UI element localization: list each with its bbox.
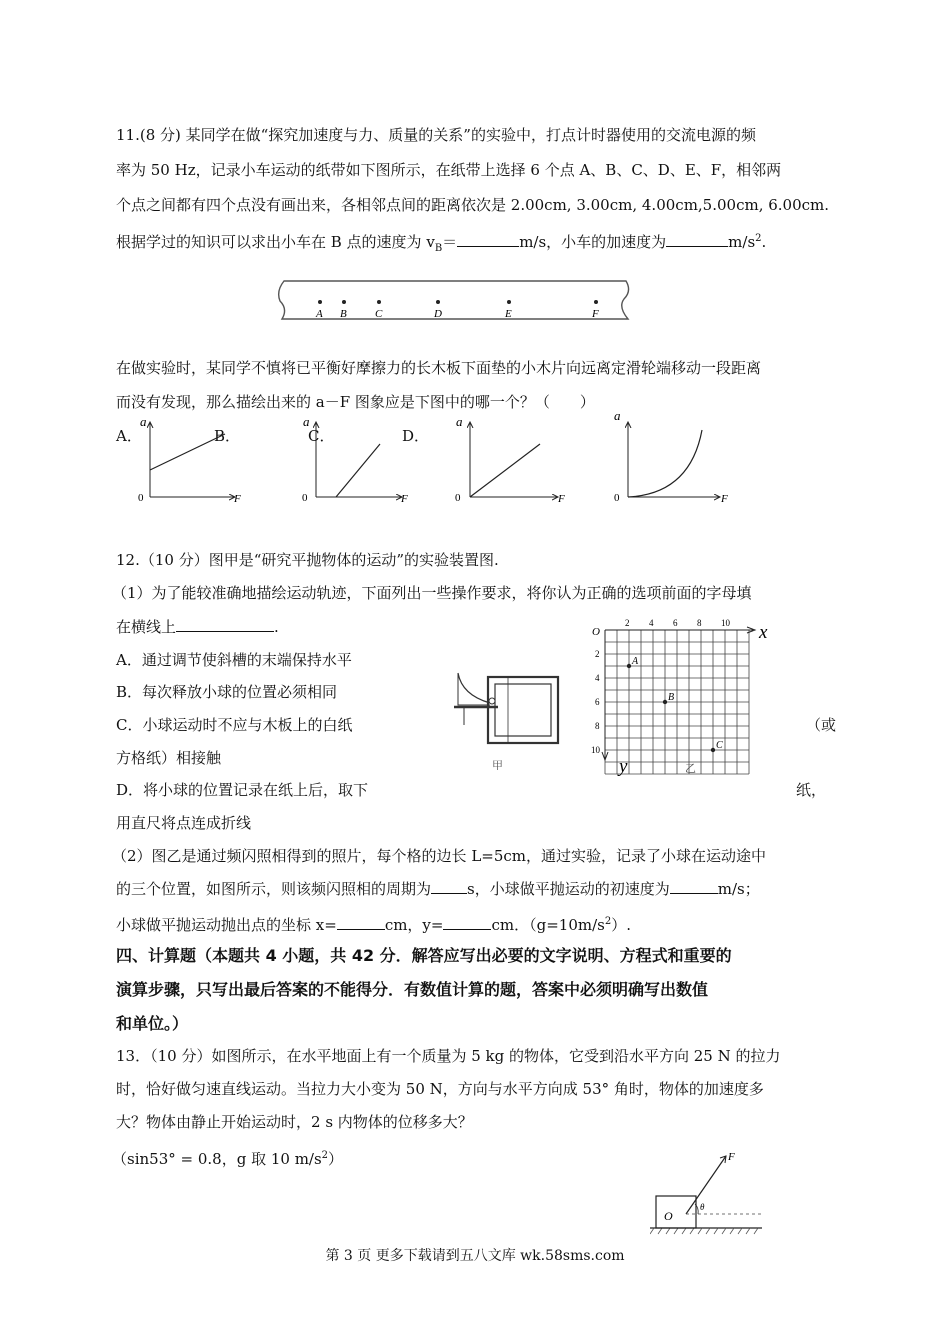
q12-p2c: [116, 912, 631, 935]
board-inner: [495, 684, 551, 736]
paper-tape-outline: [279, 281, 629, 319]
q12-opt-c-right: （或: [806, 716, 837, 734]
graph-c-x: F: [558, 493, 565, 505]
q11-line3: 个点之间都有四个点没有画出来，各相邻点间的距离依次是 2.00cm, 3.00cm, 4.00cm,5.00cm, 6.00cm.: [116, 196, 830, 214]
tape-label-F: F: [592, 308, 599, 320]
q11-sub-b: B: [434, 243, 443, 254]
label-yi: 乙: [685, 763, 696, 775]
ball: [489, 698, 495, 704]
q12-p2c-b: cm，y=: [384, 916, 444, 934]
q13-line4: [112, 1146, 343, 1169]
paper-tape-figure: [276, 275, 636, 327]
grid-y-tick: 6: [595, 697, 600, 707]
graph-b-line: [336, 444, 380, 497]
q11-line4-e: .: [761, 233, 767, 251]
graph-a-line: [150, 434, 225, 470]
q12-p2c-c: cm．（g=10m/s: [491, 916, 605, 934]
q12-p2b-a: 的三个位置，如图所示，则该频闪照相的周期为: [116, 880, 432, 898]
q11-line2: 率为 50 Hz，记录小车运动的纸带如下图所示，在纸带上选择 6 个点 A、B、C、D、E、F，相邻两: [116, 161, 782, 179]
a-f-graphs: [130, 412, 750, 517]
graph-a-y: a: [140, 414, 147, 429]
q11-line4-d: m/s: [728, 233, 756, 251]
grid-x-tick: 2: [625, 618, 630, 628]
grid-x-label: x: [759, 622, 768, 643]
grid-point-B: [663, 700, 667, 704]
section4-line3: 和单位。）: [116, 1014, 189, 1033]
q13-line1: 13．（10 分）如图所示，在水平地面上有一个质量为 5 kg 的物体，它受到沿水平方向 25 N 的拉力: [116, 1047, 781, 1065]
q11-blank-acc[interactable]: [666, 232, 728, 247]
tape-label-D: D: [434, 308, 442, 320]
q12-p2b-b: s，小球做平抛运动的初速度为: [467, 880, 670, 898]
q11-line4-a: 根据学过的知识可以求出小车在 B 点的速度为 v: [116, 233, 435, 251]
graph-a-x: F: [234, 493, 241, 505]
tape-point-C: [377, 300, 381, 304]
tape-label-A: A: [316, 308, 323, 320]
q12-opt-c: C．小球运动时不应与木板上的白纸: [116, 716, 353, 734]
label-jia: 甲: [492, 760, 503, 770]
q12-blank-y[interactable]: [443, 915, 491, 930]
q11-line6: 而没有发现，那么描绘出来的 a－F 图象应是下图中的哪一个？（ ）: [116, 393, 595, 411]
q12-opt-b: B．每次释放小球的位置必须相同: [116, 683, 338, 701]
ramp: [458, 673, 490, 703]
apparatus-jia-figure: [450, 665, 565, 770]
graph-d-o: 0: [614, 492, 620, 504]
q12-p2a: [112, 846, 766, 866]
tape-point-A: [318, 300, 322, 304]
option-a-label: A．: [116, 427, 142, 445]
tape-label-E: E: [505, 308, 512, 320]
q13-line2: 时，恰好做匀速直线运动。当拉力大小变为 50 N，方向与水平方向成 53° 角时，物体的加速度多: [116, 1080, 764, 1098]
option-b-label: B．: [214, 427, 241, 445]
grid-y-label: y: [619, 756, 628, 777]
graph-d-x: F: [721, 493, 728, 505]
q12-sup: 2: [604, 916, 612, 927]
section4-line2: 演算步骤，只写出最后答案的不能得分．有数值计算的题，答案中必须明确写出数值: [116, 980, 709, 999]
graph-d-curve: [628, 430, 702, 497]
q12-p2c-a: 小球做平抛运动抛出点的坐标 x=: [116, 916, 337, 934]
graph-c: [455, 414, 565, 505]
force-arrow: [686, 1156, 726, 1214]
q11-sup: 2: [755, 233, 762, 244]
grid-point-C: [711, 748, 715, 752]
block-force-figure: [650, 1148, 770, 1238]
q12-p2c-d: ）.: [611, 916, 631, 934]
grid-point-label-C: C: [716, 740, 723, 751]
graph-c-y: a: [456, 414, 463, 429]
q13-line3: 大？物体由静止开始运动时，2 s 内物体的位移多大？: [116, 1113, 473, 1131]
tape-point-B: [342, 300, 346, 304]
graph-b-x: F: [401, 493, 408, 505]
q12-p2b-c: m/s；: [717, 880, 760, 898]
q12-p1a: （1）为了能较准确地描绘运动轨迹，下面列出一些操作要求，将你认为正确的选项前面的字母填: [112, 584, 752, 602]
q12-blank-x[interactable]: [337, 915, 385, 930]
option-d-label: D．: [402, 427, 430, 445]
q11-line4-c: m/s，小车的加速度为: [519, 233, 667, 251]
tape-label-C: C: [375, 308, 383, 320]
graph-d: [614, 412, 728, 505]
option-c-label: C．: [308, 427, 335, 445]
label-F: F: [728, 1151, 735, 1163]
graph-b-o: 0: [302, 492, 308, 504]
q12-title: 12.（10 分）图甲是“研究平抛物体的运动”的实验装置图.: [116, 551, 499, 569]
q12-blank-options[interactable]: [176, 617, 274, 632]
q12-blank-period[interactable]: [431, 879, 467, 894]
label-theta: θ: [700, 1202, 705, 1212]
graph-c-line: [470, 444, 540, 497]
q12-p1b-text: 在横线上: [116, 618, 177, 636]
grid-origin: O: [592, 626, 600, 638]
grid-x-tick: 10: [721, 618, 730, 628]
graph-d-y: a: [614, 412, 621, 423]
graph-a: [138, 414, 241, 505]
grid-lines: [605, 630, 749, 774]
q11-blank-vb[interactable]: [457, 232, 519, 247]
grid-y-tick: 2: [595, 649, 600, 659]
q12-opt-d-right: 纸，: [796, 781, 827, 799]
grid-point-label-A: A: [632, 656, 639, 667]
q11-line5: 在做实验时，某同学不慎将已平衡好摩擦力的长木板下面垫的小木片向远离定滑轮端移动一段距离: [116, 359, 762, 377]
q11-line4: [116, 229, 766, 259]
graph-c-o: 0: [455, 492, 461, 504]
q12-p1b-end: .: [274, 618, 279, 636]
q12-p2a-text: （2）图乙是通过频闪照相得到的照片，每个格的边长 L=5cm，通过实验，记录了小球在运动途中: [112, 847, 767, 865]
tape-point-E: [507, 300, 511, 304]
q12-opt-a: A．通过调节使斜槽的末端保持水平: [116, 651, 352, 669]
graph-b-y: a: [303, 414, 310, 429]
ramp-base: [458, 673, 490, 705]
q12-opt-d2: 用直尺将点连成折线: [116, 814, 252, 832]
grid-y-tick: 8: [595, 721, 600, 731]
page-footer: 第 3 页 更多下载请到五八文库 wk.58sms.com: [325, 1248, 625, 1264]
label-O: O: [664, 1209, 673, 1223]
q12-opt-c2: 方格纸）相接触: [116, 749, 222, 767]
grid-y-tick: 10: [591, 745, 600, 755]
q12-p1b: [116, 617, 279, 637]
q13-line4-b: ）: [328, 1150, 344, 1168]
block: [656, 1196, 696, 1228]
q13-sup: 2: [321, 1150, 329, 1161]
grid-x-tick: 4: [649, 618, 654, 628]
section4-line1: 四、计算题（本题共 4 小题，共 42 分．解答应写出必要的文字说明、方程式和重要的: [116, 946, 732, 965]
grid-y-tick: 4: [595, 673, 600, 683]
q11-eq: ＝: [442, 233, 458, 251]
graph-a-o: 0: [138, 492, 144, 504]
q12-blank-v0[interactable]: [670, 879, 718, 894]
q12-opt-d: D．将小球的位置记录在纸上后，取下: [116, 781, 369, 799]
tape-point-D: [436, 300, 440, 304]
grid-point-A: [627, 664, 631, 668]
grid-x-tick: 8: [697, 618, 702, 628]
grid-point-label-B: B: [668, 692, 675, 703]
board-outer: [488, 677, 558, 743]
grid-yi-figure: [575, 618, 785, 778]
q13-line4-a: （sin53° = 0.8，g 取 10 m/s: [112, 1150, 322, 1168]
tape-label-B: B: [340, 308, 347, 320]
grid-x-tick: 6: [673, 618, 678, 628]
q11-line1: 11.(8 分) 某同学在做“探究加速度与力、质量的关系”的实验中，打点计时器使用的交流电源的频: [116, 126, 756, 144]
tape-point-F: [594, 300, 598, 304]
graph-b: [302, 414, 408, 505]
q12-p2b: [116, 879, 760, 899]
